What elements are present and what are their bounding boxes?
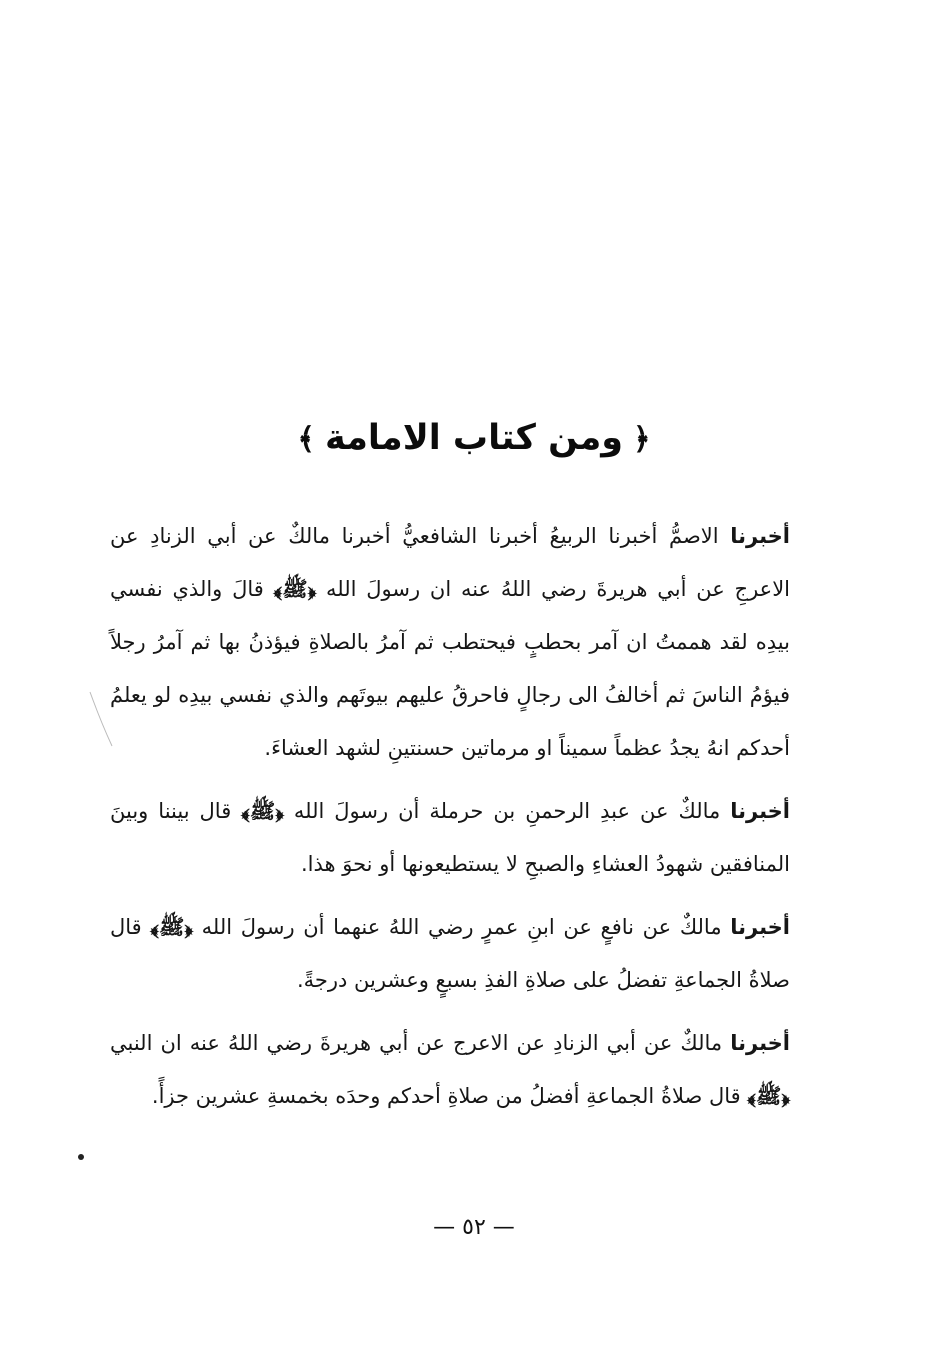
salawat-symbol: ﴿ﷺ﴾	[241, 799, 284, 823]
salawat-symbol: ﴿ﷺ﴾	[273, 577, 317, 601]
paragraph-text: قالَ والذي نفسي بيدِه لقد هممتُ ان آمر بحطبٍ فيحتطب ثم آمرُ بالصلاةِ فيؤذنُ بها ثم آمرُ رجلاً فيؤمُ الناسَ ثم أخالفُ الى رجالٍ فاحرقُ عليهم بيوتَهم والذي نفسي بيدِه لو يعلمُ أحدكم انهُ يجدُ عظماً سميناً او مرماتين حسنتينِ لشهد العشاءَ.	[110, 577, 790, 760]
paragraph-lead: أخبرنا	[730, 524, 790, 548]
margin-scan-mark	[86, 690, 116, 750]
ornament-bracket-left: ﴾	[297, 422, 315, 457]
paragraph-text: مالكٌ عن نافعٍ عن ابنِ عمرٍ رضي اللهُ عنهما أن رسولَ الله	[193, 915, 731, 939]
hadith-paragraph	[110, 1017, 790, 1123]
paragraph-text: قال صلاةُ الجماعةِ تفضلُ على صلاةِ الفذِ بسبعٍ وعشرين درجةً.	[110, 915, 790, 992]
page-number: — ٥٢ —	[433, 1215, 515, 1240]
hadith-paragraph	[110, 901, 790, 1007]
paragraph-text: مالكٌ عن أبي الزنادِ عن الاعرج عن أبي هريرةَ رضي اللهُ عنه ان النبي	[110, 1031, 731, 1055]
body-text	[110, 510, 790, 1133]
paragraph-lead: أخبرنا	[730, 915, 790, 939]
paragraph-text: قال بيننا وبينَ المنافقين شهودُ العشاءِ والصبحِ لا يستطيعونها أو نحوَ هذا.	[110, 799, 790, 876]
chapter-heading	[0, 408, 948, 470]
salawat-symbol: ﴿ﷺ﴾	[150, 915, 193, 939]
chapter-title: ومن كتاب الامامة	[324, 418, 623, 458]
paragraph-text: مالكٌ عن عبدِ الرحمنِ بن حرملة أن رسولَ الله	[283, 799, 731, 823]
paragraph-text: قال صلاةُ الجماعةِ أفضلُ من صلاةِ أحدكم وحدَه بخمسةِ عشرين جزأً.	[151, 1084, 748, 1108]
salawat-symbol: ﴿ﷺ﴾	[747, 1084, 790, 1108]
margin-dot	[78, 1154, 84, 1160]
ornament-bracket-right: ﴿	[633, 422, 651, 457]
paragraph-text: الاصمُّ أخبرنا الربيعُ أخبرنا الشافعيُّ أخبرنا مالكٌ عن أبي الزنادِ عن الاعرجِ عن أبي هريرةَ رضي اللهُ عنه ان رسولَ الله	[110, 524, 790, 601]
paragraph-lead: أخبرنا	[730, 799, 790, 823]
paragraph-lead: أخبرنا	[730, 1031, 790, 1055]
hadith-paragraph	[110, 510, 790, 775]
hadith-paragraph	[110, 785, 790, 891]
